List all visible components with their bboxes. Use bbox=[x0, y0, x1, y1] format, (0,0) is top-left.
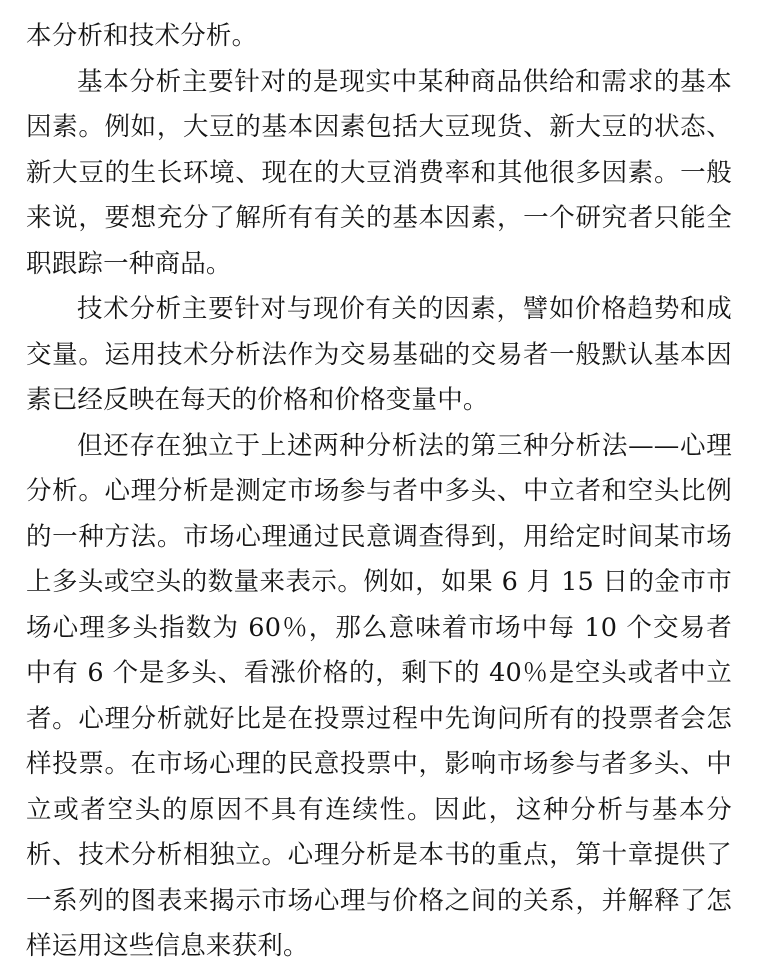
paragraph-1: 本分析和技术分析。 bbox=[26, 21, 258, 51]
document-body bbox=[26, 14, 732, 970]
paragraph-2: 基本分析主要针对的是现实中某种商品供给和需求的基本因素。例如，大豆的基本因素包括大豆现货、新大豆的状态、新大豆的生长环境、现在的大豆消费率和其他很多因素。一般来说，要想充分了解所有有关的基本因素，一个研究者只能全职跟踪一种商品。 bbox=[26, 66, 732, 279]
paragraph-4: 但还存在独立于上述两种分析法的第三种分析法——心理分析。心理分析是测定市场参与者中多头、中立者和空头比例的一种方法。市场心理通过民意调查得到，用给定时间某市场上多头或空头的数量来表示。例如，如果 6 月 15 日的金市市场心理多头指数为 60％，那么意味着市场中每 10 个交易者中有 6 个是多头、看涨价格的，剩下的 40％是空头或者中立者。心理分析就好比是在投票过程中先询问所有的投票者会怎样投票。在市场心理的民意投票中，影响市场参与者多头、中立或者空头的原因不具有连续性。因此，这种分析与基本分析、技术分析相独立。心理分析是本书的重点，第十章提供了一系列的图表来揭示市场心理与价格之间的关系，并解释了怎样运用这些信息来获利。 bbox=[26, 430, 732, 961]
paragraph-3: 技术分析主要针对与现价有关的因素，譬如价格趋势和成交量。运用技术分析法作为交易基础的交易者一般默认基本因素已经反映在每天的价格和价格变量中。 bbox=[26, 294, 732, 415]
